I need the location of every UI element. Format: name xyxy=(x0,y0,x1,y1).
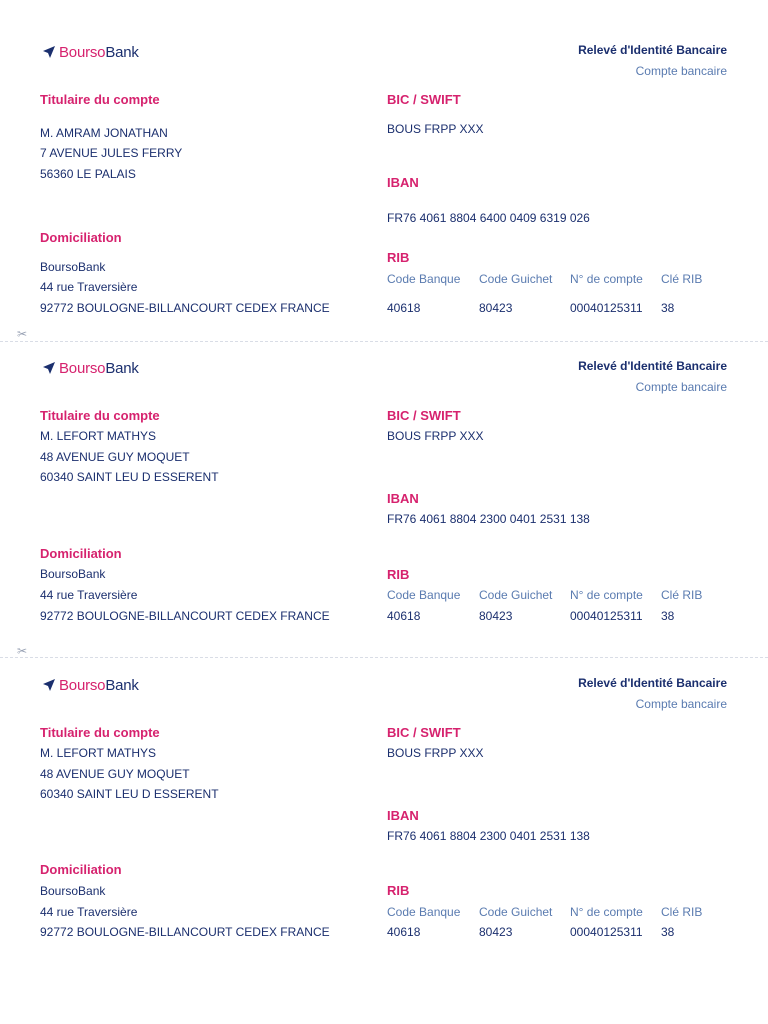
domiciliation-street: 44 rue Traversière xyxy=(40,905,138,919)
code-banque-value: 40618 xyxy=(387,609,421,623)
cle-rib-header: Clé RIB xyxy=(661,272,703,286)
domiciliation-label: Domiciliation xyxy=(40,862,122,877)
document-title: Relevé d'Identité Bancaire xyxy=(578,359,727,373)
bic-label: BIC / SWIFT xyxy=(387,408,461,423)
code-banque-value: 40618 xyxy=(387,925,421,939)
rib-label: RIB xyxy=(387,883,410,898)
domiciliation-city: 92772 BOULOGNE-BILLANCOURT CEDEX FRANCE xyxy=(40,925,330,939)
code-banque-header: Code Banque xyxy=(387,272,461,286)
logo-arrow-icon xyxy=(42,45,56,59)
bic-label: BIC / SWIFT xyxy=(387,92,461,107)
iban-value: FR76 4061 8804 2300 0401 2531 138 xyxy=(387,829,590,843)
num-compte-header: N° de compte xyxy=(570,588,643,602)
holder-name: M. LEFORT MATHYS xyxy=(40,429,157,443)
domiciliation-city: 92772 BOULOGNE-BILLANCOURT CEDEX FRANCE xyxy=(40,301,330,315)
bic-value: BOUS FRPP XXX xyxy=(387,429,484,443)
holder-address-city: 56360 LE PALAIS xyxy=(40,167,136,181)
document-title: Relevé d'Identité Bancaire xyxy=(578,676,727,690)
code-guichet-header: Code Guichet xyxy=(479,272,553,286)
rib-label: RIB xyxy=(387,250,410,265)
iban-label: IBAN xyxy=(387,808,419,823)
domiciliation-bank: BoursoBank xyxy=(40,567,106,581)
iban-label: IBAN xyxy=(387,175,419,190)
cle-rib-value: 38 xyxy=(661,609,675,623)
num-compte-value: 00040125311 xyxy=(570,301,643,315)
code-guichet-value: 80423 xyxy=(479,301,513,315)
code-guichet-value: 80423 xyxy=(479,609,513,623)
rib-block-3 xyxy=(0,633,768,949)
document-title: Relevé d'Identité Bancaire xyxy=(578,43,727,57)
holder-address-city: 60340 SAINT LEU D ESSERENT xyxy=(40,787,219,801)
logo-arrow-icon xyxy=(42,361,56,375)
code-guichet-value: 80423 xyxy=(479,925,513,939)
code-banque-header: Code Banque xyxy=(387,588,461,602)
document-subtitle: Compte bancaire xyxy=(635,380,727,394)
document-subtitle: Compte bancaire xyxy=(635,697,727,711)
code-banque-value: 40618 xyxy=(387,301,421,315)
domiciliation-city: 92772 BOULOGNE-BILLANCOURT CEDEX FRANCE xyxy=(40,609,330,623)
num-compte-header: N° de compte xyxy=(570,272,643,286)
domiciliation-label: Domiciliation xyxy=(40,546,122,561)
logo-arrow-icon xyxy=(42,678,56,692)
bic-value: BOUS FRPP XXX xyxy=(387,746,484,760)
logo-wordmark: BoursoBank xyxy=(59,43,139,61)
holder-address-street: 48 AVENUE GUY MOQUET xyxy=(40,767,190,781)
document-subtitle: Compte bancaire xyxy=(635,64,727,78)
boursobank-logo xyxy=(42,42,139,62)
rib-label: RIB xyxy=(387,567,410,582)
code-guichet-header: Code Guichet xyxy=(479,588,553,602)
cle-rib-header: Clé RIB xyxy=(661,588,703,602)
holder-name: M. AMRAM JONATHAN xyxy=(40,126,168,140)
rib-block-2 xyxy=(0,316,768,632)
rib-block-1 xyxy=(0,0,768,316)
holder-address-street: 48 AVENUE GUY MOQUET xyxy=(40,450,190,464)
code-banque-header: Code Banque xyxy=(387,905,461,919)
scissors-icon: ✂ xyxy=(17,644,28,658)
domiciliation-street: 44 rue Traversière xyxy=(40,280,138,294)
holder-label: Titulaire du compte xyxy=(40,725,160,740)
holder-label: Titulaire du compte xyxy=(40,408,160,423)
iban-label: IBAN xyxy=(387,491,419,506)
num-compte-value: 00040125311 xyxy=(570,609,643,623)
domiciliation-bank: BoursoBank xyxy=(40,884,106,898)
iban-value: FR76 4061 8804 2300 0401 2531 138 xyxy=(387,512,590,526)
scissors-icon: ✂ xyxy=(17,327,28,341)
holder-address-street: 7 AVENUE JULES FERRY xyxy=(40,146,183,160)
domiciliation-street: 44 rue Traversière xyxy=(40,588,138,602)
holder-address-city: 60340 SAINT LEU D ESSERENT xyxy=(40,470,219,484)
domiciliation-label: Domiciliation xyxy=(40,230,122,245)
num-compte-header: N° de compte xyxy=(570,905,643,919)
holder-label: Titulaire du compte xyxy=(40,92,160,107)
boursobank-logo xyxy=(42,675,139,695)
cle-rib-value: 38 xyxy=(661,301,675,315)
holder-name: M. LEFORT MATHYS xyxy=(40,746,157,760)
bic-value: BOUS FRPP XXX xyxy=(387,122,484,136)
iban-value: FR76 4061 8804 6400 0409 6319 026 xyxy=(387,211,590,225)
logo-wordmark: BoursoBank xyxy=(59,676,139,694)
bic-label: BIC / SWIFT xyxy=(387,725,461,740)
domiciliation-bank: BoursoBank xyxy=(40,260,106,274)
cle-rib-header: Clé RIB xyxy=(661,905,703,919)
boursobank-logo xyxy=(42,358,139,378)
code-guichet-header: Code Guichet xyxy=(479,905,553,919)
logo-wordmark: BoursoBank xyxy=(59,359,139,377)
cle-rib-value: 38 xyxy=(661,925,675,939)
num-compte-value: 00040125311 xyxy=(570,925,643,939)
